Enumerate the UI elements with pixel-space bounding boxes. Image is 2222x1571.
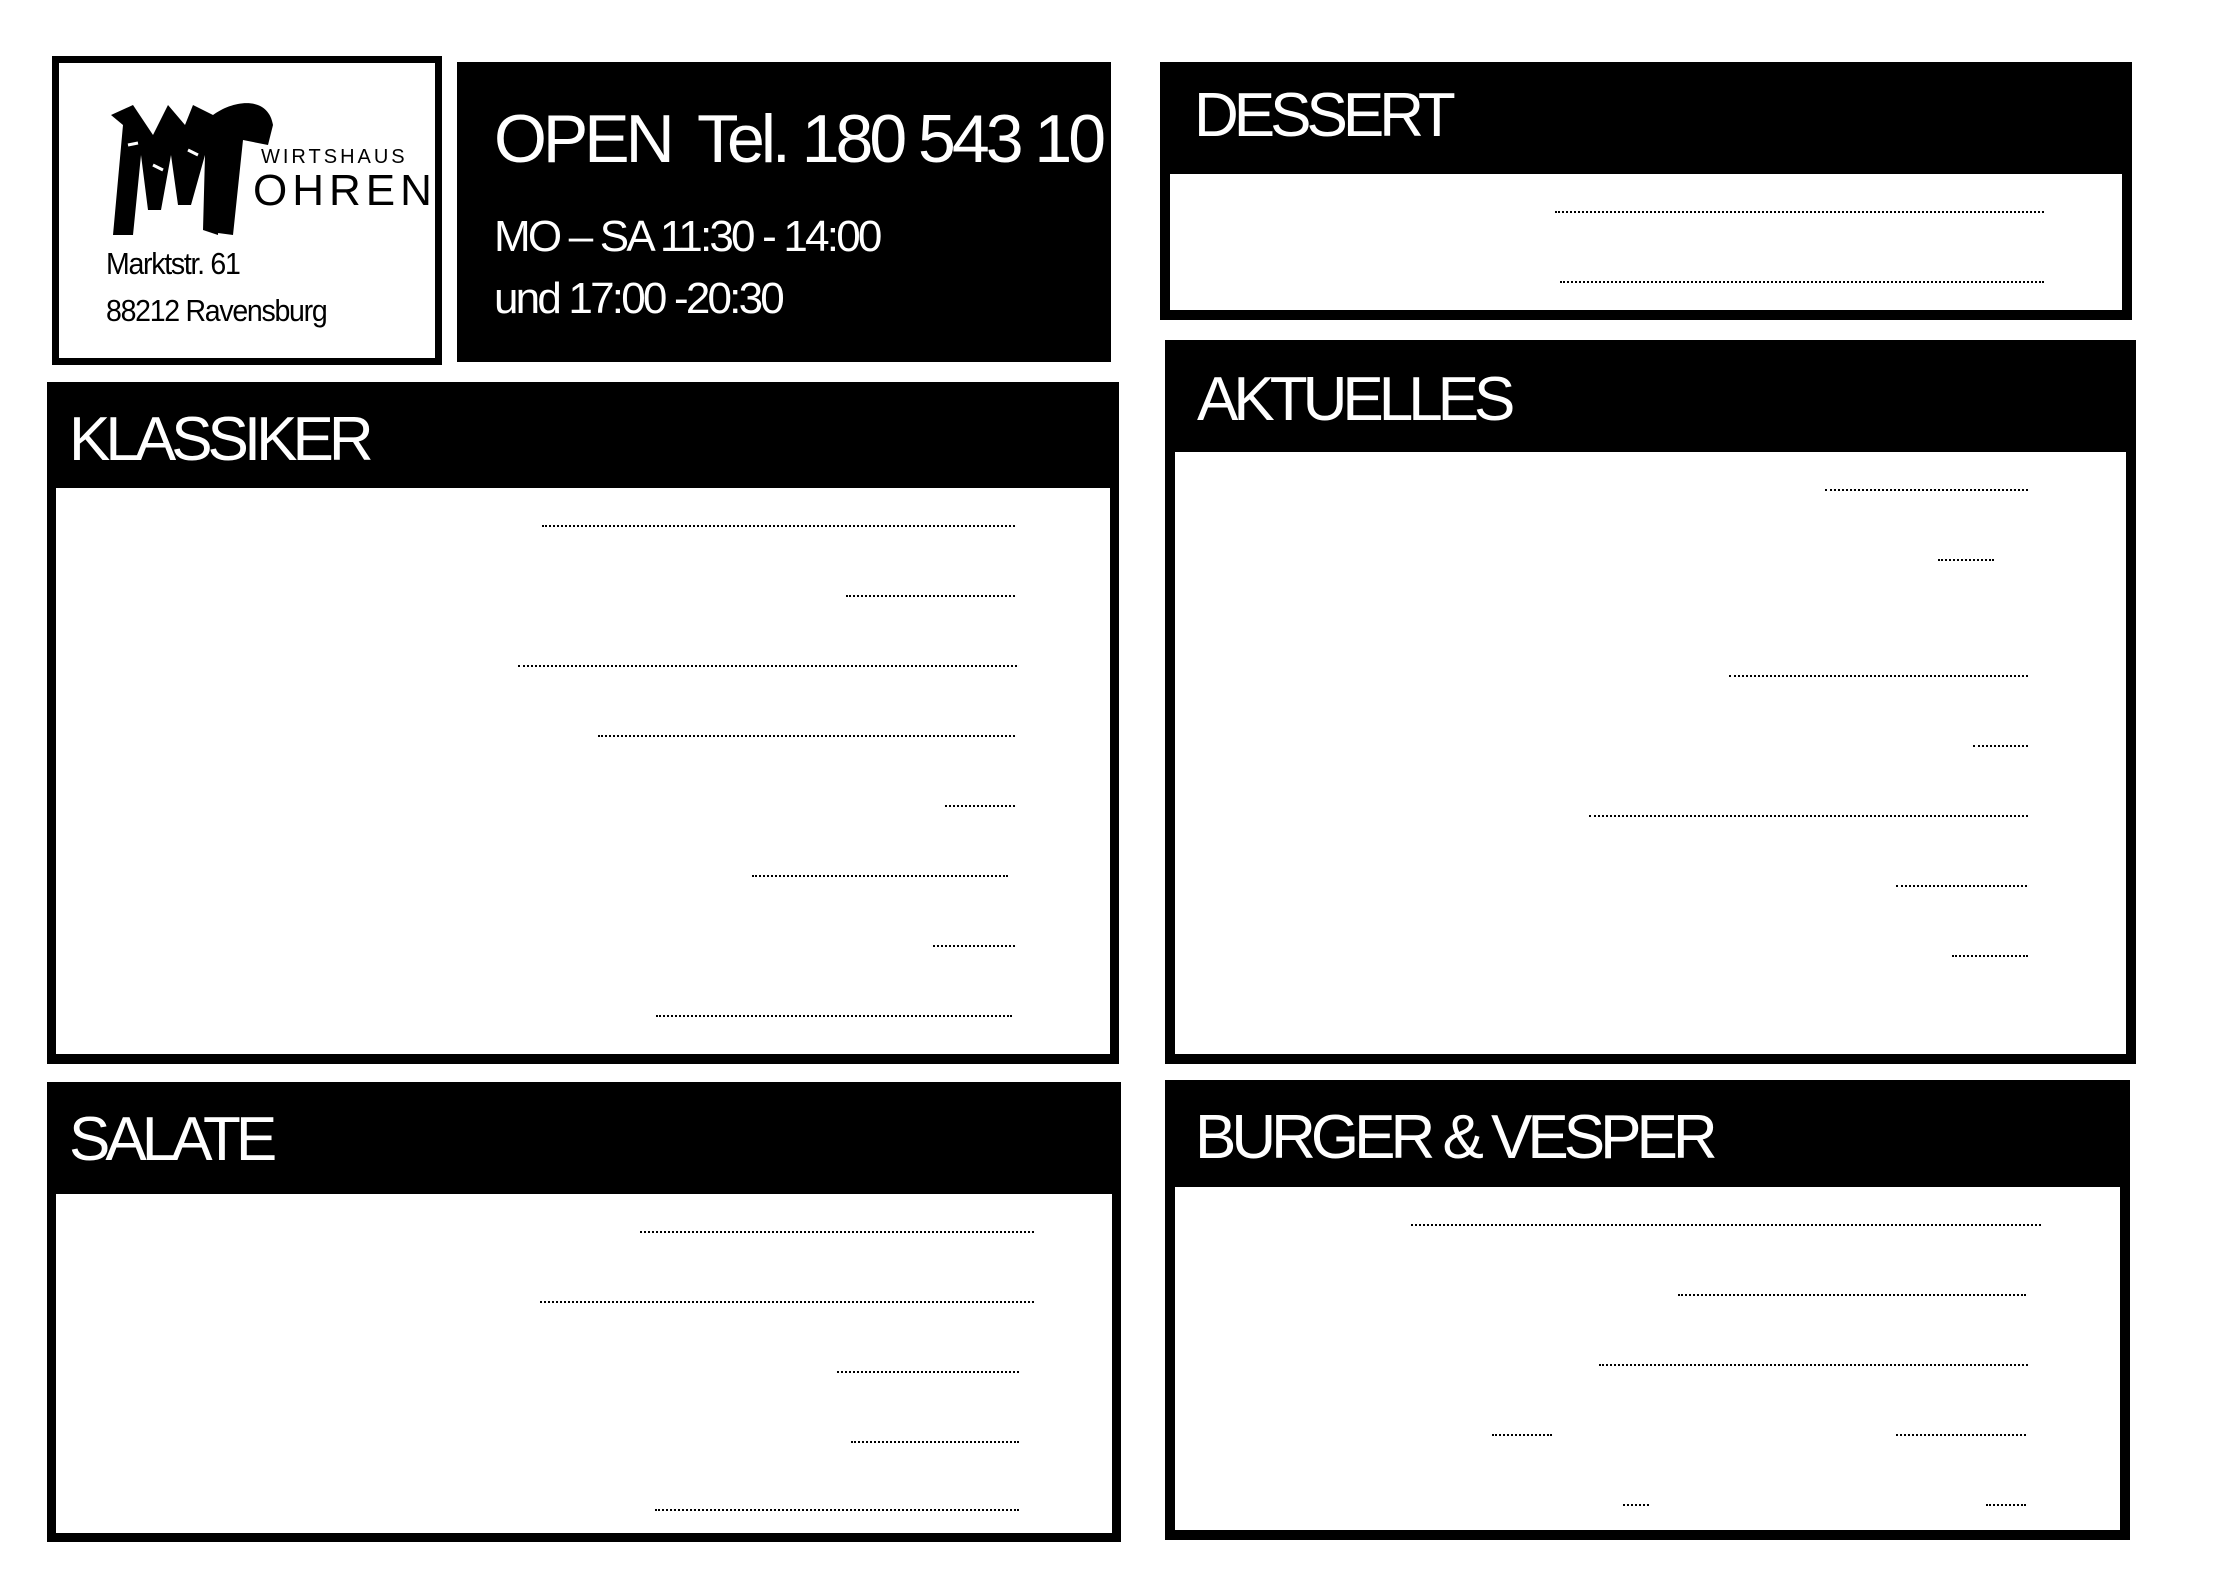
klassiker-title: KLASSIKER — [69, 405, 369, 474]
list-item: Wurstsalat mit Brot/ 8,00 mit Bratkartoffel 12,30 — [1200, 1409, 2095, 1442]
mohren-logo — [93, 85, 437, 245]
aktuelles-list — [1175, 452, 2126, 1054]
list-item: Rote Linsen-Quinoa-Küchle mit Gemüserelish und Salatgarnitur 13,80 — [1195, 930, 2097, 963]
list-item: Panna Cotta mit Erdbeermark 4,50 — [1198, 186, 2098, 219]
open-label: OPEN — [494, 101, 671, 177]
telephone: Tel. 180 543 10 — [697, 101, 1103, 177]
list-item: Spätzle, Blaukraut, Quitte und Holundergsälz 26,50 — [1195, 650, 2097, 683]
dessert-list — [1170, 174, 2122, 310]
list-item: Schweizer Wurstsalat mit Brot/ 8,50 mit Bratkartoffel 12,80 — [1200, 1479, 2095, 1512]
burger-title: BURGER & VESPER — [1195, 1103, 1713, 1172]
hours-line-1: MO – SA 11:30 - 14:00 — [494, 212, 880, 261]
list-item: Saure Linsen mit Spätzle und Saiten 11,80 — [84, 640, 1084, 673]
opening-hours-panel — [457, 62, 1111, 362]
dessert-title: DESSERT — [1194, 81, 1451, 150]
logo-box — [52, 56, 442, 365]
list-item: Hirschrücken am Stück rosa gegart im Birnenbrotmantel, dazu Nuss- — [1195, 604, 2009, 637]
salate-title: SALATE — [69, 1105, 273, 1174]
list-item: Paniertes Schnitzel (Schwein) mit Pommes 13,80 — [84, 710, 1084, 743]
burger-section — [1165, 1080, 2130, 1540]
list-item: Mohrenteller – Schweinefilet rosa gegrillt mit Gemüse und Dinkelspätzle 17,80 — [84, 920, 1084, 953]
list-item: Bauernschnitzel paniert, gefüllt mit Speck und Käse, dazu Pommes frites 16,80 — [84, 780, 1084, 813]
list-item: Großer Salat mit gegrilltem Hähnchenbrustfilet + Bauernbaguette 16,00 — [81, 1416, 1088, 1449]
svg-text:WIRTSHAUS: WIRTSHAUS — [261, 146, 408, 168]
aktuelles-section — [1165, 340, 2136, 1064]
list-item: Gänsekeule aus dem Ofen mit Blaukraut und Serviettenknödel 17,50 — [1195, 534, 2063, 567]
list-item: Großer Marktsalat mit Bauernbaguette 9,50 — [81, 1276, 1088, 1309]
address-street: Marktstr. 61 — [106, 246, 240, 281]
list-item: Moving Mountin Veganer Burger 11,00 — [1200, 1339, 2095, 1372]
klassiker-section — [47, 382, 1119, 1064]
hours-line-2: und 17:00 -20:30 — [494, 274, 782, 323]
list-item: Kalbfleischmaultaschen mit Röstzwiebel Soße und Kartoffelsalat 13,80 — [84, 570, 1084, 603]
list-item: Zwiebelrostbraten mit Röstzwiebeln und Spätzle 22,80 — [84, 990, 1081, 1023]
list-item: Berg- Kässpätzle mit Röstzwiebel 10,80 — [84, 500, 1084, 533]
list-item: Großer Salat mit Falaffel und Humus + Baguette 14,20 — [81, 1484, 1088, 1517]
burger-list — [1175, 1187, 2120, 1530]
list-item: Mouse au Chocolat mit Sahne 6,50 — [1198, 256, 2098, 289]
list-item: dazu 4 gegrillte Garnelen oder gegrilltes Hähnchenbrustfilet +6,50 — [1195, 860, 2097, 893]
salate-section — [47, 1082, 1121, 1542]
list-item: Großer Salat mit Grillgemüse und Hirtenkäse + Bauernbaguette 14,20 — [81, 1346, 1088, 1379]
list-item: Wirtshaus-Burger 9,80 — [1200, 1199, 2095, 1232]
list-item: Kleiner Marktsalat / Kartoffelsalat hausgemacht 5,20 — [81, 1206, 1088, 1239]
aktuelles-title: AKTUELLES — [1197, 365, 1511, 434]
address-city: 88212 Ravensburg — [106, 293, 327, 328]
list-item: Rehragout mit Dinkelspätzle, Blaukraut, Quitte und Holundergsälz 19,50 — [1195, 720, 2097, 753]
salate-list — [56, 1194, 1112, 1533]
svg-text:OHREN: OHREN — [253, 166, 437, 215]
list-item: Tellerrösti mit gebackenem Ofenkürbis und Schmand 13,80 — [1195, 464, 2097, 497]
list-item: VEGI-Burger mit Süßkartoffel-Pommes 13,80 — [1200, 1269, 2095, 1302]
klassiker-list — [56, 488, 1110, 1054]
list-item: Wiener Schnitzel vom Kalb mit Pommes +Preiselbeeren 18,50 — [84, 850, 1077, 883]
list-item: Thai-Curry mit Gemüse und Reis 12,80 — [1195, 790, 2097, 823]
dessert-section — [1160, 62, 2132, 320]
